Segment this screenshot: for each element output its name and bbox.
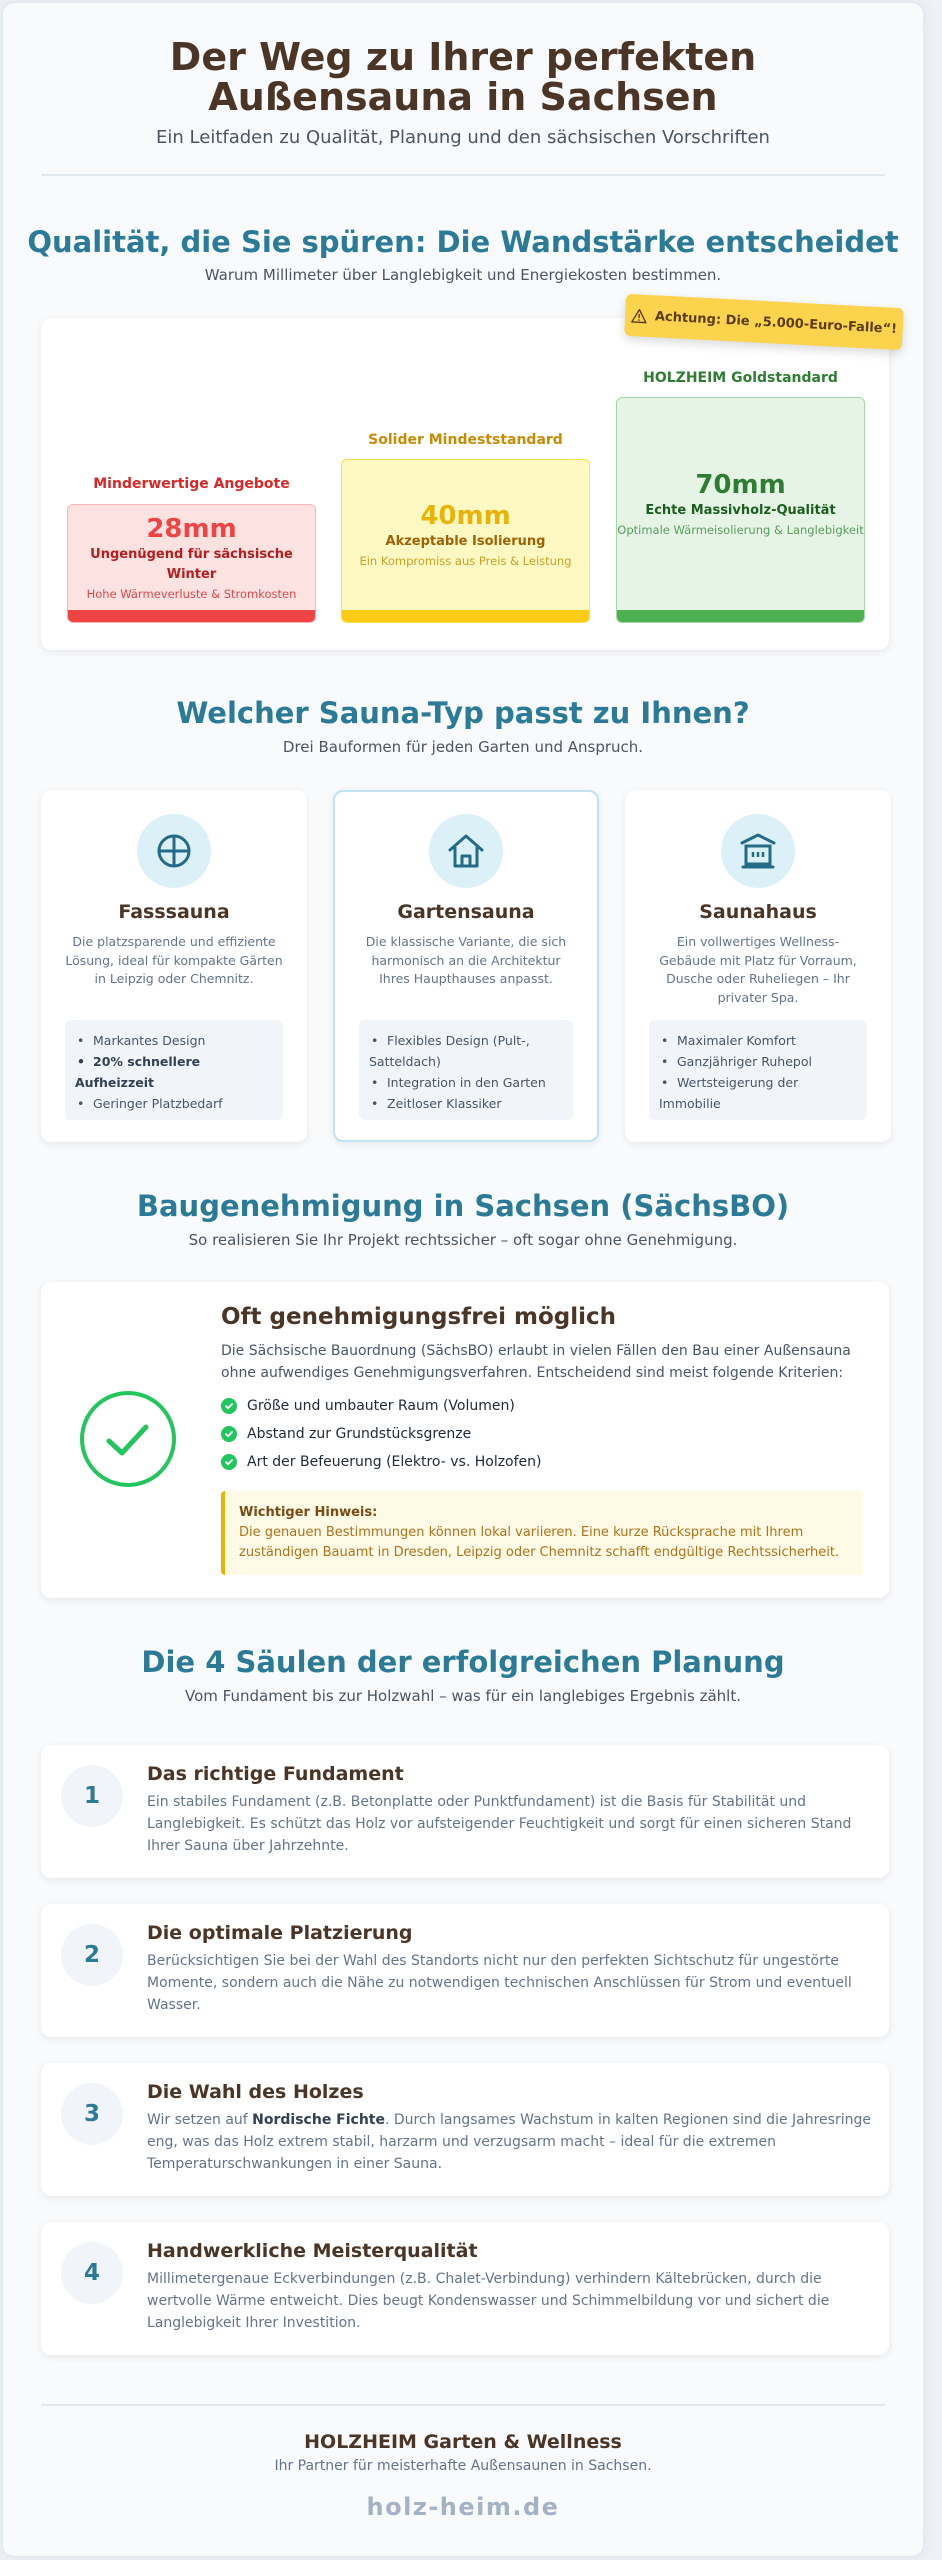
- step-text: Ein stabiles Fundament (z.B. Betonplatte oder Punktfundament) ist die Basis für Stabilität und Langlebigkeit. Es schützt das Holz vor aufsteigender Feuchtigkeit und sorgt für einen sicheren Stand Ihrer Sauna über Jahrzehnte.: [147, 1794, 852, 1854]
- tier-caption-low: Ungenügend für sächsische Winter: [90, 546, 293, 582]
- check-circle-icon: [78, 1389, 178, 1489]
- footer-domain-link[interactable]: holz-heim.de: [366, 2493, 560, 2521]
- wall-chart-card: [41, 318, 889, 650]
- feature-item: • Markantes Design: [75, 1030, 273, 1051]
- feature-item: • 20% schnellere Aufheizzeit: [75, 1051, 273, 1093]
- feature-item: • Flexibles Design (Pult-, Satteldach): [369, 1030, 563, 1072]
- tier-strip-high: [617, 610, 864, 622]
- footer-divider: [41, 2404, 885, 2406]
- sauna-card-desc: Die klassische Variante, die sich harmonisch an die Architektur Ihres Haupthauses anpasst.: [365, 934, 567, 986]
- feature-item: • Maximaler Komfort: [659, 1030, 857, 1051]
- header-divider: [41, 174, 885, 176]
- sauna-card-title: Gartensauna: [397, 901, 535, 923]
- tier-bar-high: [616, 397, 865, 623]
- building-icon: [721, 814, 795, 888]
- step-title: Handwerkliche Meisterqualität: [147, 2240, 478, 2262]
- step-number: 1: [61, 1765, 123, 1827]
- check-icon: [221, 1454, 237, 1470]
- sauna-card-features: [649, 1020, 867, 1120]
- pillar-card-4: [41, 2222, 889, 2355]
- tier-strip-low: [68, 610, 315, 622]
- permit-section-title: Baugenehmigung in Sachsen (SächsBO): [136, 1189, 790, 1223]
- types-section-subtitle: Drei Bauformen für jeden Garten und Anspruch.: [282, 738, 644, 756]
- check-icon: [221, 1398, 237, 1414]
- important-hint-box: [221, 1491, 863, 1575]
- criteria-list: [221, 1392, 542, 1476]
- permit-section-subtitle: So realisieren Sie Ihr Projekt rechtssicher – oft sogar ohne Genehmigung.: [188, 1231, 738, 1249]
- sauna-card-desc: Ein vollwertiges Wellness-Gebäude mit Platz für Vorraum, Dusche oder Ruheliegen – Ihr privater Spa.: [659, 934, 857, 1005]
- sauna-card-gartensauna[interactable]: [333, 790, 599, 1142]
- tier-label-low: Minderwertige Angebote: [93, 476, 290, 492]
- tier-note-high: Optimale Wärmeisolierung & Langlebigkeit: [617, 523, 864, 537]
- footer-brand: HOLZHEIM Garten & Wellness: [304, 2431, 622, 2453]
- tier-strip-mid: [342, 610, 589, 622]
- sauna-card-features: [65, 1020, 283, 1120]
- infographic-page: [2, 2, 924, 2557]
- tier-note-low: Hohe Wärmeverluste & Stromkosten: [86, 586, 297, 601]
- tier-caption-high: Echte Massivholz-Qualität: [645, 503, 836, 518]
- criteria-item: [221, 1392, 542, 1420]
- step-text: Berücksichtigen Sie bei der Wahl des Standorts nicht nur den perfekten Sichtschutz für ungestörte Momente, sondern auch die Nähe zu notwendigen technischen Anschlüssen für Strom und eventuell Wasser.: [147, 1953, 852, 2013]
- step-title: Das richtige Fundament: [147, 1763, 404, 1785]
- footer-tagline: Ihr Partner für meisterhafte Außensaunen in Sachsen.: [274, 2458, 652, 2474]
- criteria-text: Größe und umbauter Raum (Volumen): [247, 1398, 515, 1414]
- feature-item: • Wertsteigerung der Immobilie: [659, 1072, 857, 1114]
- permit-card-title: Oft genehmigungsfrei möglich: [221, 1304, 617, 1330]
- pillars-section-subtitle: Vom Fundament bis zur Holzwahl – was für ein langlebiges Ergebnis zählt.: [185, 1687, 741, 1705]
- wall-section-subtitle: Warum Millimeter über Langlebigkeit und Energiekosten bestimmen.: [204, 266, 722, 284]
- step-number: 2: [61, 1924, 123, 1986]
- tier-caption-mid: Akzeptable Isolierung: [385, 534, 546, 549]
- step-title: Die Wahl des Holzes: [147, 2081, 364, 2103]
- tier-note-mid: Ein Kompromiss aus Preis & Leistung: [359, 554, 572, 568]
- step-text-part: . Durch langsames Wachstum in kalten Regionen sind die Jahresringe eng, was das Holz extrem stabil, harzarm und verzugsarm macht – ideal für die extremen Temperaturschwankungen in einer Sauna.: [147, 2112, 871, 2172]
- barrel-icon: [137, 814, 211, 888]
- check-icon: [221, 1426, 237, 1442]
- sauna-card-title: Fasssauna: [118, 901, 230, 923]
- criteria-text: Abstand zur Grundstücksgrenze: [247, 1426, 472, 1442]
- page-title: Der Weg zu Ihrer perfekten Außensauna in Sachsen: [169, 35, 757, 119]
- tier-value-high: 70mm: [695, 470, 786, 500]
- sauna-card-title: Saunahaus: [699, 901, 817, 923]
- step-number: 4: [61, 2242, 123, 2304]
- warning-triangle-icon: [631, 308, 648, 324]
- criteria-item: [221, 1448, 542, 1476]
- pillar-card-1: [41, 1745, 889, 1878]
- permit-card-text: Die Sächsische Bauordnung (SächsBO) erlaubt in vielen Fällen den Bau einer Außensauna ohne aufwendiges Genehmigungsverfahren. Entscheidend sind meist folgende Kriterien:: [221, 1343, 851, 1381]
- step-number: 3: [61, 2083, 123, 2145]
- tier-bar-mid: [341, 459, 590, 623]
- sauna-card-saunahaus[interactable]: [625, 790, 891, 1142]
- step-text-highlight: Nordische Fichte: [252, 2112, 385, 2128]
- step-text: [147, 2109, 877, 2175]
- feature-item: • Integration in den Garten: [369, 1072, 563, 1093]
- tier-bar-low: [67, 504, 316, 623]
- page-subtitle: Ein Leitfaden zu Qualität, Planung und den sächsischen Vorschriften: [156, 127, 770, 148]
- types-section-title: Welcher Sauna-Typ passt zu Ihnen?: [176, 696, 750, 730]
- feature-item: • Ganzjähriger Ruhepol: [659, 1051, 857, 1072]
- feature-item: • Zeitloser Klassiker: [369, 1093, 563, 1114]
- sauna-card-desc: Die platzsparende und effiziente Lösung, ideal für kompakte Gärten in Leipzig oder Chemnitz.: [65, 934, 283, 986]
- hint-text: Die genauen Bestimmungen können lokal variieren. Eine kurze Rücksprache mit Ihrem zuständigen Bauamt in Dresden, Leipzig oder Chemnitz schafft endgültige Rechtssicherheit.: [239, 1525, 840, 1560]
- house-icon: [429, 814, 503, 888]
- step-title: Die optimale Platzierung: [147, 1922, 413, 1944]
- criteria-text: Art der Befeuerung (Elektro- vs. Holzofen): [247, 1454, 542, 1470]
- tier-label-high: HOLZHEIM Goldstandard: [643, 370, 838, 386]
- pillar-card-3: [41, 2063, 889, 2196]
- feature-item: • Geringer Platzbedarf: [75, 1093, 273, 1114]
- step-text: Millimetergenaue Eckverbindungen (z.B. Chalet-Verbindung) verhindern Kältebrücken, durch die wertvolle Wärme entweicht. Dies beugt Kondenswasser und Schimmelbildung vor und sichert die Langlebigkeit Ihrer Investition.: [147, 2271, 830, 2331]
- tier-value-low: 28mm: [146, 513, 237, 544]
- tier-label-mid: Solider Mindeststandard: [368, 432, 563, 448]
- permit-card: [41, 1282, 889, 1598]
- tier-value-mid: 40mm: [420, 501, 511, 531]
- pillars-section-title: Die 4 Säulen der erfolgreichen Planung: [141, 1645, 785, 1679]
- hint-title: Wichtiger Hinweis:: [239, 1505, 378, 1520]
- wall-section-title: Qualität, die Sie spüren: Die Wandstärke entscheidet: [27, 225, 899, 259]
- step-text-part: Wir setzen auf: [147, 2112, 253, 2128]
- criteria-item: [221, 1420, 542, 1448]
- sauna-card-features: [359, 1020, 573, 1120]
- pillar-card-2: [41, 1904, 889, 2037]
- warning-badge-text: Achtung: Die „5.000-Euro-Falle“!: [654, 308, 898, 337]
- sauna-card-fasssauna[interactable]: [41, 790, 307, 1142]
